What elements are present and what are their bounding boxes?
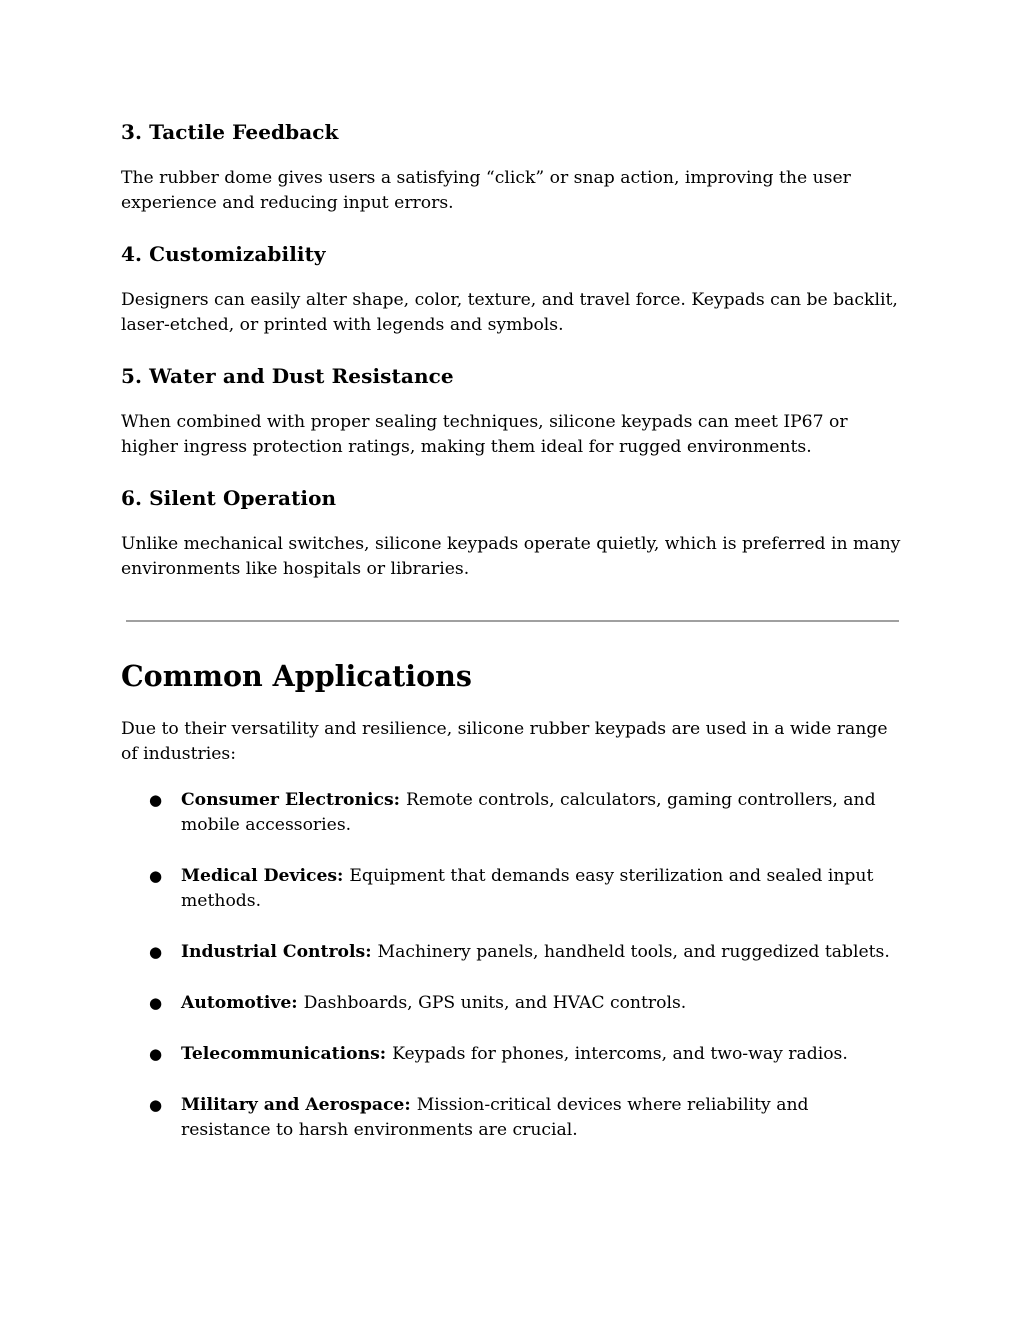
list-item [121, 1093, 901, 1143]
section-body: When combined with proper sealing techniques, silicone keypads can meet IP67 or higher ingress protection ratings, making them ideal for rugged environments. [121, 412, 848, 457]
list-item-text: Machinery panels, handheld tools, and ruggedized tablets. [377, 942, 890, 962]
section-water-dust-resistance [121, 363, 901, 460]
list-item-term: Military and Aerospace: [181, 1095, 417, 1115]
bullet-icon: ● [149, 943, 163, 961]
list-item-term: Consumer Electronics: [181, 790, 406, 810]
section-heading: 5. Water and Dust Resistance [121, 364, 454, 388]
list-item-term: Telecommunications: [181, 1044, 393, 1064]
section-customizability [121, 241, 901, 338]
list-item-text: Equipment that demands easy sterilization and sealed input methods. [181, 866, 874, 911]
list-item-text: Mission-critical devices where reliability and resistance to harsh environments are crucial. [181, 1095, 809, 1140]
list-item-text: Keypads for phones, intercoms, and two-way radios. [392, 1044, 848, 1064]
list-item [121, 1042, 901, 1067]
applications-intro: Due to their versatility and resilience, silicone rubber keypads are used in a wide range of industries: [121, 719, 888, 764]
section-heading: 4. Customizability [121, 242, 326, 266]
section-heading: 3. Tactile Feedback [121, 120, 339, 144]
bullet-icon: ● [149, 791, 163, 809]
list-item [121, 788, 901, 838]
bullet-icon: ● [149, 867, 163, 885]
applications-title: Common Applications [121, 659, 472, 693]
section-body: Designers can easily alter shape, color, texture, and travel force. Keypads can be backlit, laser-etched, or printed with legends and symbols. [121, 290, 898, 335]
section-heading: 6. Silent Operation [121, 486, 337, 510]
bullet-icon: ● [149, 1096, 163, 1114]
list-item-term: Medical Devices: [181, 866, 350, 886]
list-item-text: Dashboards, GPS units, and HVAC controls. [303, 993, 687, 1013]
applications-list [121, 788, 901, 1169]
section-tactile-feedback [121, 119, 901, 216]
horizontal-divider [126, 620, 899, 622]
section-silent-operation [121, 485, 901, 582]
list-item [121, 864, 901, 914]
list-item [121, 940, 901, 965]
bullet-icon: ● [149, 1045, 163, 1063]
list-item-term: Industrial Controls: [181, 942, 378, 962]
section-body: Unlike mechanical switches, silicone keypads operate quietly, which is preferred in many environments like hospitals or libraries. [121, 534, 901, 579]
bullet-icon: ● [149, 994, 163, 1012]
section-body: The rubber dome gives users a satisfying “click” or snap action, improving the user experience and reducing input errors. [121, 168, 851, 213]
list-item-term: Automotive: [181, 993, 304, 1013]
list-item-text: Remote controls, calculators, gaming controllers, and mobile accessories. [181, 790, 876, 835]
list-item [121, 991, 901, 1016]
